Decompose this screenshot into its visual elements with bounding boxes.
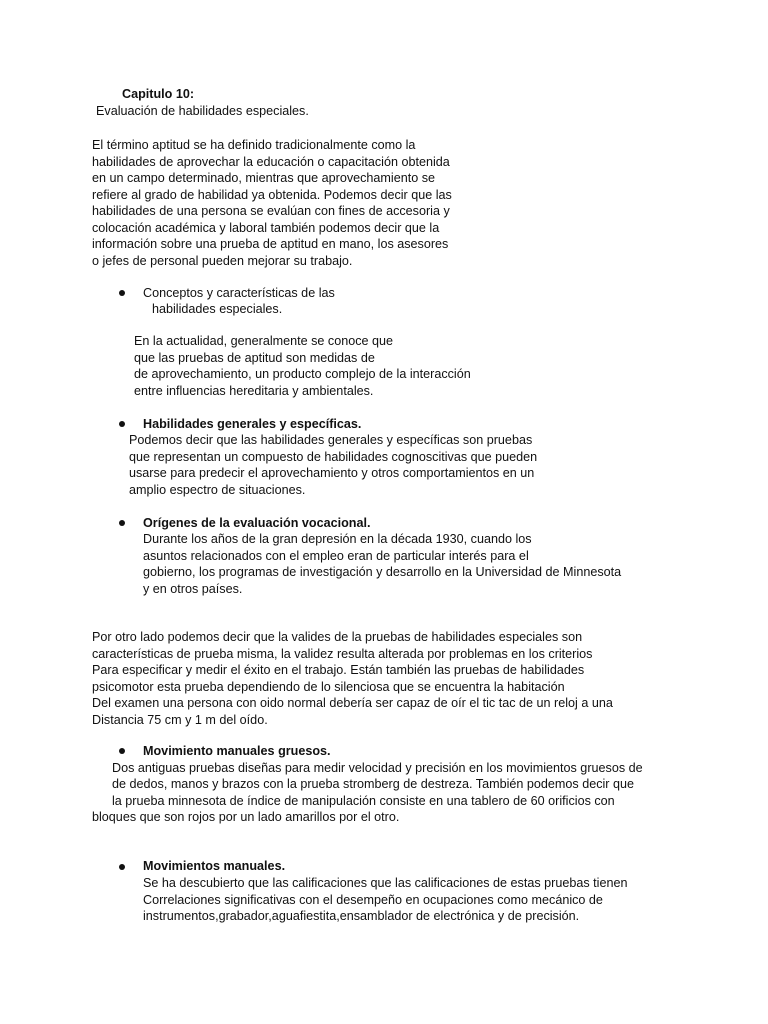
- text-line: refiere al grado de habilidad ya obtenida. Podemos decir que las: [92, 187, 452, 202]
- text-line: El término aptitud se ha definido tradicionalmente como la: [92, 138, 416, 152]
- text-line: usarse para predecir el aprovechamiento y otros comportamientos en un: [129, 466, 535, 480]
- text-line: habilidades de aprovechar la educación o capacitación obtenida: [92, 154, 450, 169]
- text-line: que representan un compuesto de habilidades cognoscitivas que pueden: [129, 449, 538, 464]
- bullet-icon: [119, 520, 125, 526]
- section-body: [143, 875, 627, 925]
- text-line: psicomotor esta prueba dependiendo de lo silenciosa que se encuentra la habitación: [92, 679, 565, 694]
- section-title: Orígenes de la evaluación vocacional.: [143, 516, 371, 530]
- bullet-icon: [119, 748, 125, 754]
- section-title: Conceptos y características de las: [143, 286, 335, 300]
- text-line: Dos antiguas pruebas diseñas para medir velocidad y precisión en los movimientos gruesos de: [112, 761, 643, 775]
- intro-paragraph: [92, 137, 452, 269]
- text-line: Correlaciones significativas con el desempeño en ocupaciones como mecánico de: [143, 892, 603, 907]
- text-line: características de prueba misma, la validez resulta alterada por problemas en los criterios: [92, 646, 593, 661]
- text-line: de dedos, manos y brazos con la prueba stromberg de destreza. También podemos decir que: [112, 777, 635, 791]
- text-line: Podemos decir que las habilidades generales y específicas son pruebas: [129, 433, 533, 447]
- text-line: Distancia 75 cm y 1 m del oído.: [92, 712, 268, 727]
- text-line: habilidades de una persona se evalúan con fines de accesoria y: [92, 204, 450, 218]
- section-title: Movimientos manuales.: [143, 859, 286, 873]
- section-body: [143, 531, 621, 597]
- text-line: Por otro lado podemos decir que la valides de la pruebas de habilidades especiales son: [92, 630, 583, 644]
- text-line: información sobre una prueba de aptitud en mano, los asesores: [92, 237, 449, 251]
- bullet-icon: [119, 421, 125, 427]
- text-line: En la actualidad, generalmente se conoce que: [134, 334, 394, 348]
- middle-paragraph: [92, 629, 613, 728]
- text-line: que las pruebas de aptitud son medidas de: [134, 350, 375, 365]
- text-line: bloques que son rojos por un lado amarillos por el otro.: [92, 810, 400, 824]
- text-line: y en otros países.: [143, 581, 243, 596]
- bullet-icon: [119, 290, 125, 296]
- text-line: Se ha descubierto que las calificaciones que las calificaciones de estas pruebas tienen: [143, 876, 628, 890]
- text-line: en un campo determinado, mientras que aprovechamiento se: [92, 171, 436, 185]
- text-line: de aprovechamiento, un producto complejo de la interacción: [134, 367, 471, 381]
- text-line: colocación académica y laboral también podemos decir que la: [92, 220, 440, 235]
- text-line: asuntos relacionados con el empleo eran de particular interés para el: [143, 548, 529, 563]
- text-line: la prueba minnesota de índice de manipulación consiste en una tablero de 60 orificios con: [112, 794, 615, 808]
- text-line: Para especificar y medir el éxito en el trabajo. Están también las pruebas de habilidades: [92, 663, 585, 677]
- section-body: [129, 432, 537, 498]
- text-line: entre influencias hereditaria y ambientales.: [134, 383, 374, 398]
- text-line: Del examen una persona con oido normal debería ser capaz de oír el tic tac de un reloj a una: [92, 696, 613, 710]
- chapter-subtitle: Evaluación de habilidades especiales.: [96, 104, 309, 118]
- text-line: gobierno, los programas de investigación y desarrollo en la Universidad de Minnesota: [143, 565, 622, 579]
- chapter-title: Capitulo 10:: [122, 87, 195, 101]
- text-line: amplio espectro de situaciones.: [129, 482, 306, 497]
- text-line: o jefes de personal pueden mejorar su trabajo.: [92, 253, 353, 268]
- bullet-icon: [119, 864, 125, 870]
- section-title: Movimiento manuales gruesos.: [143, 744, 331, 758]
- section-body: [134, 333, 471, 399]
- section-title: Habilidades generales y específicas.: [143, 417, 362, 431]
- text-line: instrumentos,grabador,aguafiestita,ensamblador de electrónica y de precisión.: [143, 909, 580, 923]
- section-title: habilidades especiales.: [152, 302, 283, 316]
- text-line: Durante los años de la gran depresión en la década 1930, cuando los: [143, 532, 532, 546]
